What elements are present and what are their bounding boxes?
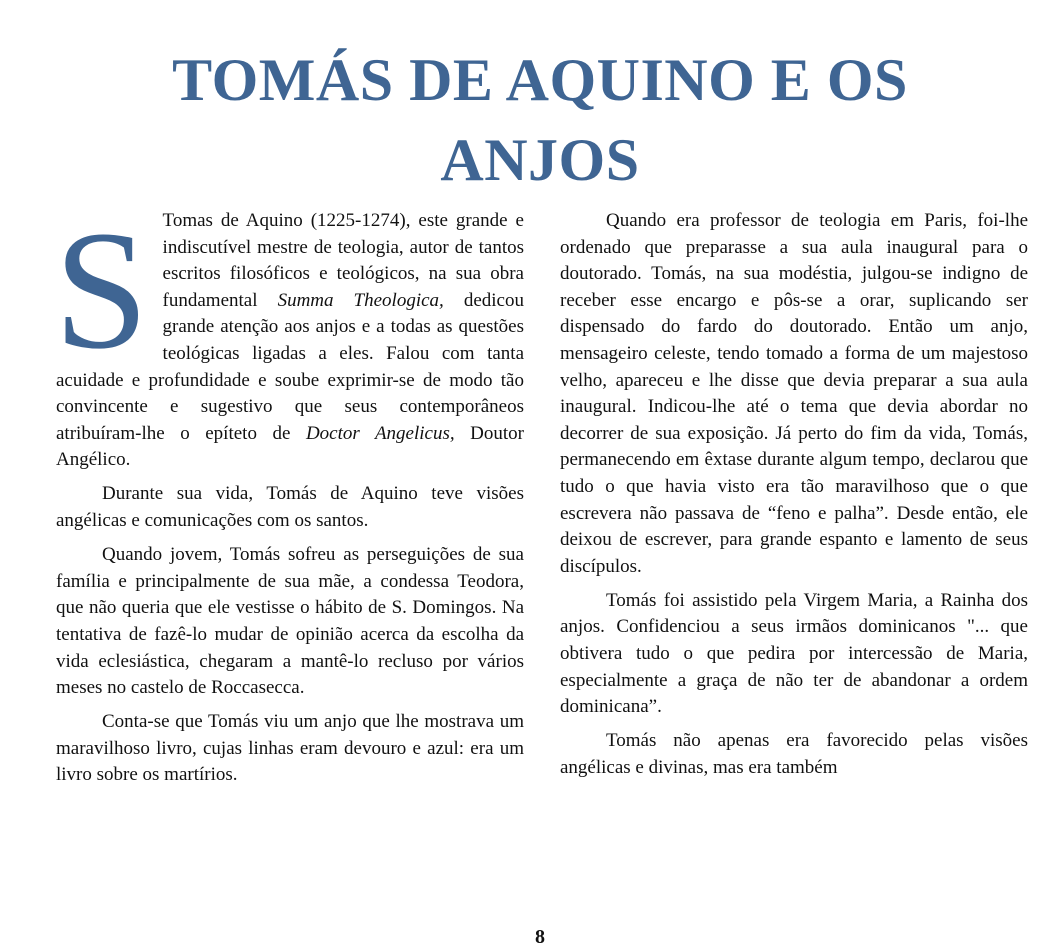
paragraph-angel-book: Conta-se que Tomás viu um anjo que lhe mostrava um maravilhoso livro, cujas linhas eram devouro e azul: era um livro sobre os martírios. xyxy=(56,711,524,786)
drop-cap: S xyxy=(54,196,149,384)
paragraph-paris: Quando era professor de teologia em Paris, foi-lhe ordenado que preparasse a sua aula inaugural para o doutorado. Tomás, na sua modéstia, julgou-se indigno de receber esse encargo e pôs-se a orar, suplicando ser dispensado do fardo do doutorado. Então um anjo, mensageiro celeste, tendo tomado a forma de um majestoso velho, apareceu e lhe disse que devia preparar a sua aula inaugural. Indicou-lhe até o tema que devia abordar no decorrer de sua exposição. Já perto do fim da vida, Tomás, permanecendo em êxtase durante algum tempo, declarou que tudo o que havia visto era tão maravilhoso que o que escrevera não passava de “feno e palha”. Desde então, ele deixou de escrever, para grande espanto e lamento de seus discípulos. xyxy=(560,210,1028,577)
title-line-1: TOMÁS DE AQUINO E OS xyxy=(172,47,908,113)
paragraph-virgin-mary: Tomás foi assistido pela Virgem Maria, a Rainha dos anjos. Confidenciou a seus irmãos dominicanos "... que obtivera tudo o que pedira por intercessão de Maria, especialmente a graça de não ter de abandonar a ordem dominicana”. xyxy=(560,589,1028,718)
intro-text-middle: dedicou grande atenção aos anjos e a todas as questões teológicas ligadas a eles. Falou com tanta acuidade e profundidade e soube exprimir-se de modo tão convincente e sugestivo que seus contemporâneos atribuíram-lhe o epíteto de xyxy=(56,289,524,444)
work-title: Summa Theologica, xyxy=(277,289,444,311)
right-column xyxy=(560,208,1028,789)
paragraph-youth: Quando jovem, Tomás sofreu as perseguições de sua família e principalmente de sua mãe, a condessa Teodora, que não queria que ele vestisse o hábito de S. Domingos. Na tentativa de fazê-lo mudar de opinião acerca da escolha da vida eclesiástica, chegaram a mantê-lo recluso por vários meses no castelo de Roccasecca. xyxy=(56,544,524,699)
epithet: Doctor Angelicus, xyxy=(305,422,455,444)
page-title xyxy=(0,40,1053,200)
left-column xyxy=(54,196,524,796)
paragraph-visions: Durante sua vida, Tomás de Aquino teve visões angélicas e comunicações com os santos. xyxy=(56,483,524,532)
title-line-2: ANJOS xyxy=(440,127,640,193)
page-number: 8 xyxy=(535,926,545,948)
intro-text: Tomas de Aquino (1225-1274), este grande e indiscutível mestre de teologia, autor de tantos escritos filosóficos e teológicos, na sua obra fundamental xyxy=(162,210,524,311)
intro-text-end: Doutor Angélico. xyxy=(56,422,524,471)
paragraph-continued: Tomás não apenas era favorecido pelas visões angélicas e divinas, mas era também xyxy=(560,730,1028,778)
paragraph-intro xyxy=(54,196,524,474)
